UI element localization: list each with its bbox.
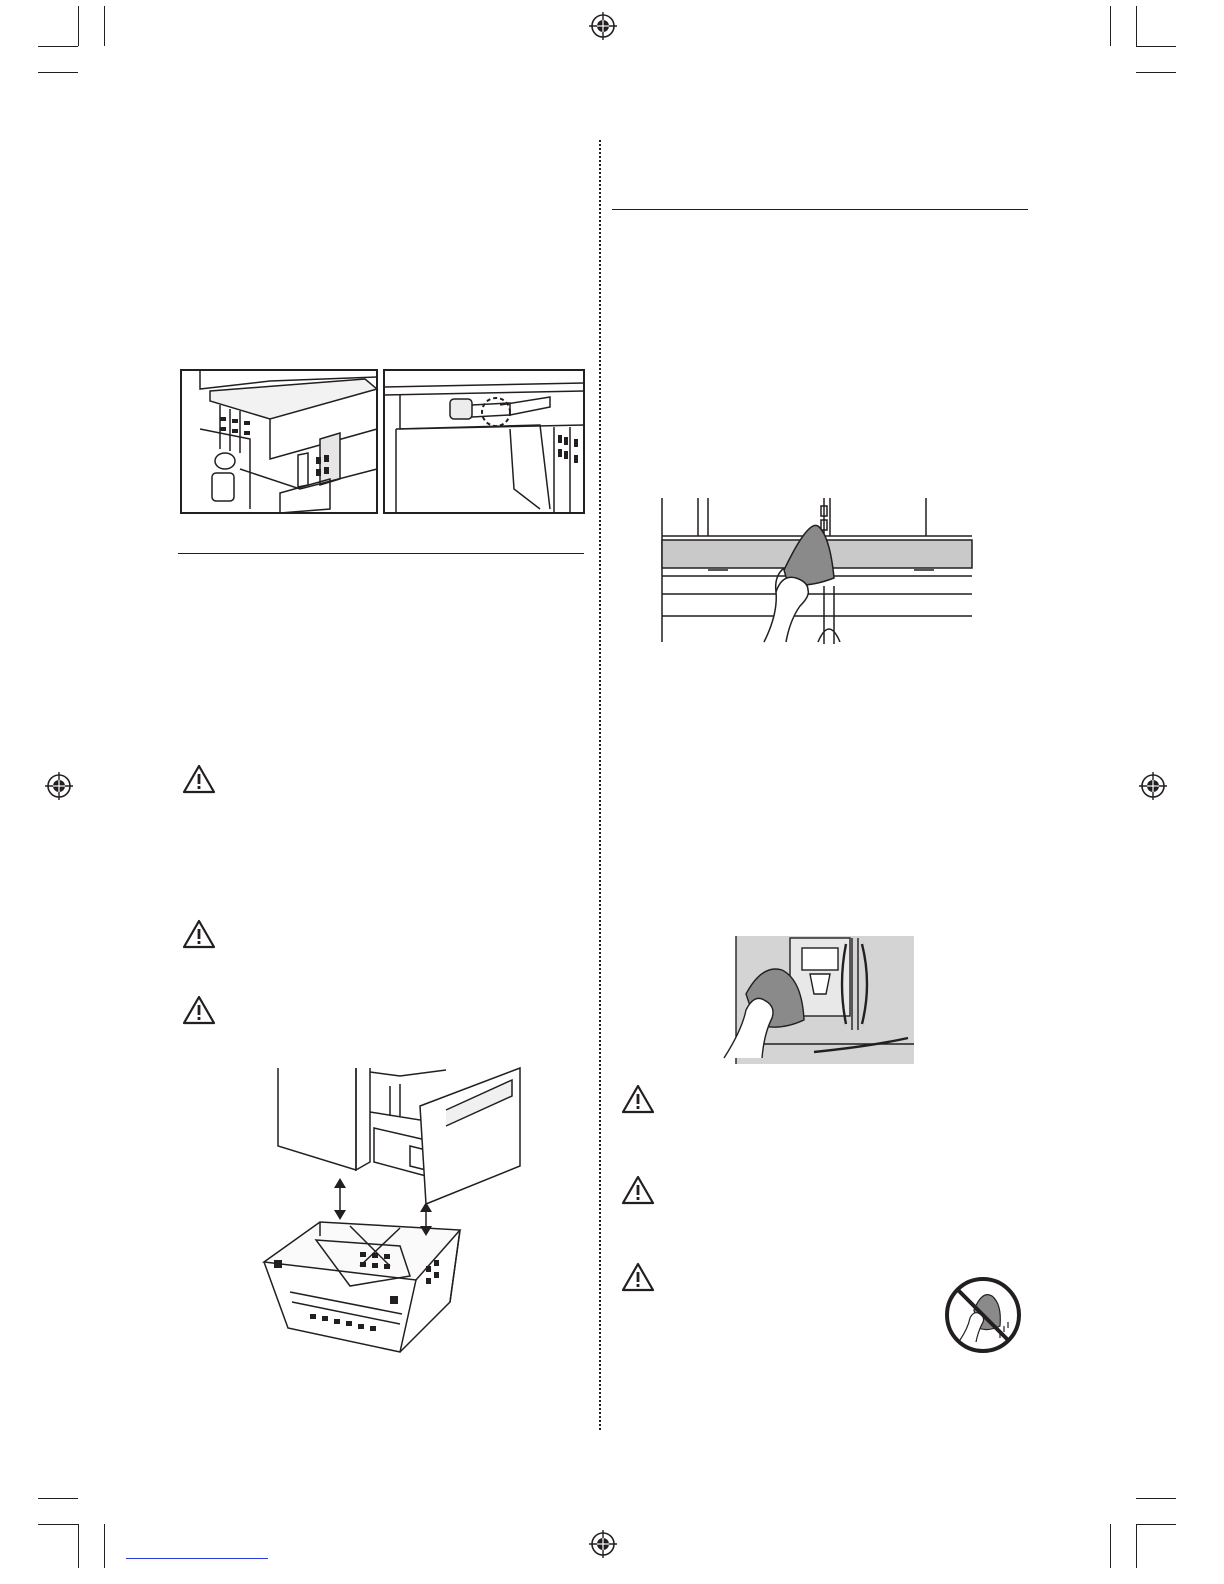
crop-mark-bottom-right-v1 — [1110, 1524, 1111, 1568]
warning-triangle-icon — [621, 1084, 655, 1114]
crop-mark-top-right-v1 — [1110, 6, 1111, 46]
registration-mark-icon — [1139, 772, 1167, 800]
crop-mark-bottom-left-h1 — [38, 1498, 78, 1499]
crop-mark-bottom-right-v2 — [1136, 1524, 1137, 1568]
crop-mark-bottom-left-h2 — [38, 1524, 78, 1525]
basket-removal-illustration — [250, 1066, 530, 1366]
crop-mark-top-right-h2 — [1136, 72, 1176, 73]
crop-mark-top-left-v2 — [104, 6, 105, 46]
section-rule-left-middle — [178, 553, 584, 554]
wipe-dispenser-illustration — [722, 934, 916, 1066]
crop-mark-bottom-left-v1 — [78, 1524, 79, 1568]
warning-triangle-icon — [182, 995, 216, 1025]
crop-mark-bottom-right-h2 — [1136, 1524, 1176, 1525]
crop-mark-top-left-h1 — [38, 46, 78, 47]
crop-mark-top-right-h1 — [1136, 46, 1176, 47]
column-divider — [599, 140, 601, 1430]
warning-triangle-icon — [621, 1262, 655, 1292]
warning-triangle-icon — [621, 1175, 655, 1205]
crop-mark-top-left-h2 — [38, 72, 78, 73]
crop-mark-top-left-v1 — [78, 6, 79, 46]
registration-mark-icon — [589, 12, 617, 40]
registration-mark-icon — [589, 1530, 617, 1558]
warning-triangle-icon — [182, 919, 216, 949]
no-wet-cloth-icon — [942, 1274, 1024, 1356]
registration-mark-icon — [45, 772, 73, 800]
footer-link[interactable] — [126, 1557, 268, 1559]
wipe-shelf-illustration — [658, 496, 976, 644]
section-rule-right-top — [612, 209, 1028, 210]
crop-mark-bottom-right-h1 — [1136, 1498, 1176, 1499]
warning-triangle-icon — [182, 764, 216, 794]
drawer-slide-illustration — [180, 369, 586, 515]
crop-mark-top-right-v2 — [1136, 6, 1137, 46]
crop-mark-bottom-left-v2 — [104, 1524, 105, 1568]
